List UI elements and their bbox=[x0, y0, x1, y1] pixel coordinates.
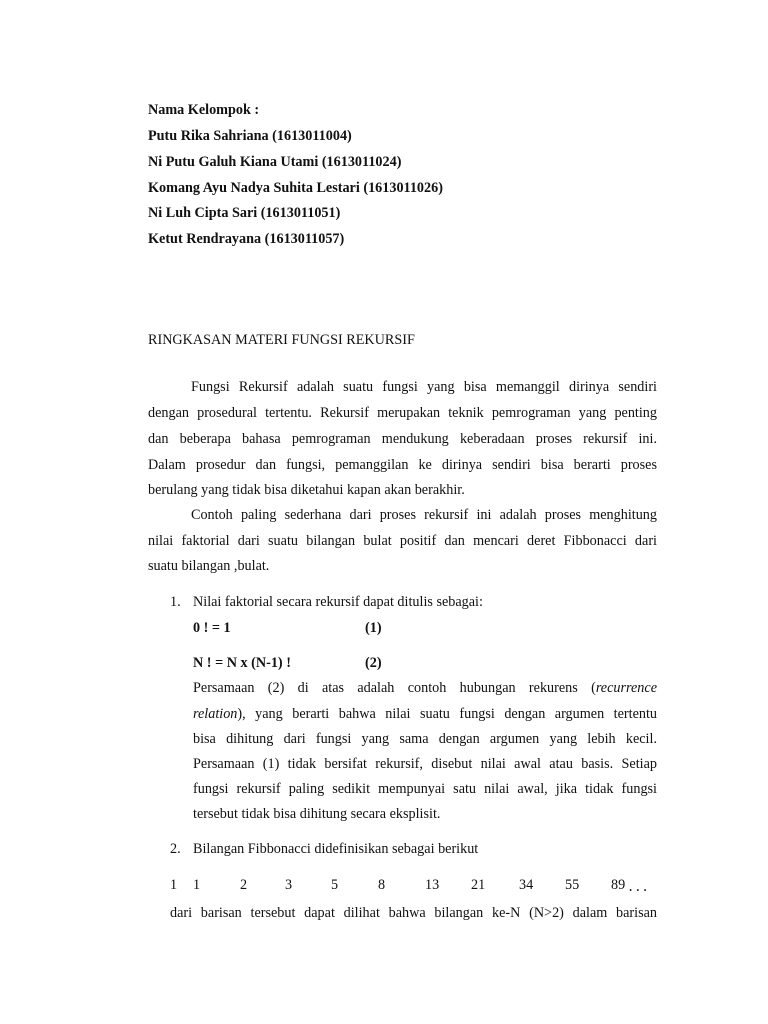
list-number-1: 1. bbox=[170, 594, 181, 610]
fib-term: 21 bbox=[471, 877, 486, 893]
equation-2-label: (2) bbox=[365, 655, 382, 671]
paragraph2-line: nilai faktorial dari suatu bilangan bulat positif dan mencari deret Fibbonacci dari bbox=[148, 533, 657, 549]
paragraph1-line: dengan prosedural tertentu. Rekursif merupakan teknik pemrograman yang penting bbox=[148, 405, 657, 421]
member-3: Komang Ayu Nadya Suhita Lestari (1613011026) bbox=[148, 180, 443, 196]
paragraph1-line: Dalam prosedur dan fungsi, pemanggilan ke dirinya sendiri bisa berarti proses bbox=[148, 457, 657, 473]
explanation-line: tersebut tidak bisa dihitung secara eksplisit. bbox=[193, 806, 441, 822]
member-2: Ni Putu Galuh Kiana Utami (1613011024) bbox=[148, 154, 402, 170]
group-label: Nama Kelompok : bbox=[148, 102, 260, 118]
explanation-line bbox=[193, 679, 657, 697]
fib-term: 13 bbox=[425, 877, 440, 893]
list-item-2-text: Bilangan Fibbonacci didefinisikan sebagai berikut bbox=[193, 841, 479, 857]
list-item-2-after: dari barisan tersebut dapat dilihat bahwa bilangan ke-N (N>2) dalam barisan bbox=[170, 905, 657, 921]
member-4: Ni Luh Cipta Sari (1613011051) bbox=[148, 205, 341, 221]
explanation-line bbox=[193, 705, 657, 723]
fib-term: 2 bbox=[240, 877, 248, 893]
paragraph1-line: dan beberapa bahasa pemrograman mendukung keberadaan proses rekursif ini. bbox=[148, 431, 657, 447]
equation-2: N ! = N x (N-1) ! bbox=[193, 655, 291, 671]
explanation-line: bisa dihitung dari fungsi yang sama dengan argumen yang lebih kecil. bbox=[193, 731, 657, 747]
fib-term: 3 bbox=[285, 877, 293, 893]
explanation-text: Persamaan (2) di atas adalah contoh hubungan rekurens ( bbox=[193, 680, 596, 696]
fib-ellipsis: ... bbox=[627, 880, 649, 894]
member-5: Ketut Rendrayana (1613011057) bbox=[148, 231, 345, 247]
paragraph1-line: berulang yang tidak bisa diketahui kapan akan berakhir. bbox=[148, 482, 465, 498]
list-item-1-text: Nilai faktorial secara rekursif dapat ditulis sebagai: bbox=[193, 594, 483, 610]
list-number-2: 2. bbox=[170, 841, 181, 857]
paragraph2-line: Contoh paling sederhana dari proses rekursif ini adalah proses menghitung bbox=[191, 507, 657, 523]
paragraph2-line: suatu bilangan ,bulat. bbox=[148, 558, 270, 574]
explanation-text: ), yang berarti bahwa nilai suatu fungsi dengan argumen tertentu bbox=[237, 706, 657, 722]
fib-term: 5 bbox=[331, 877, 339, 893]
fib-term: 1 bbox=[193, 877, 201, 893]
explanation-italic: relation bbox=[193, 706, 238, 722]
fib-term: 34 bbox=[519, 877, 534, 893]
fib-term: 55 bbox=[565, 877, 580, 893]
equation-1-label: (1) bbox=[365, 620, 382, 636]
member-1: Putu Rika Sahriana (1613011004) bbox=[148, 128, 352, 144]
explanation-line: fungsi rekursif paling sedikit mempunyai satu nilai awal, jika tidak fungsi bbox=[193, 781, 657, 797]
fib-term: 89 bbox=[611, 877, 626, 893]
explanation-italic: recurrence bbox=[595, 680, 657, 696]
section-title: RINGKASAN MATERI FUNGSI REKURSIF bbox=[148, 332, 415, 348]
explanation-line: Persamaan (1) tidak bersifat rekursif, disebut nilai awal atau basis. Setiap bbox=[193, 756, 657, 772]
paragraph1-line: Fungsi Rekursif adalah suatu fungsi yang bisa memanggil dirinya sendiri bbox=[191, 379, 657, 395]
fib-term: 8 bbox=[378, 877, 386, 893]
fib-term: 1 bbox=[170, 877, 178, 893]
equation-1: 0 ! = 1 bbox=[193, 620, 231, 636]
